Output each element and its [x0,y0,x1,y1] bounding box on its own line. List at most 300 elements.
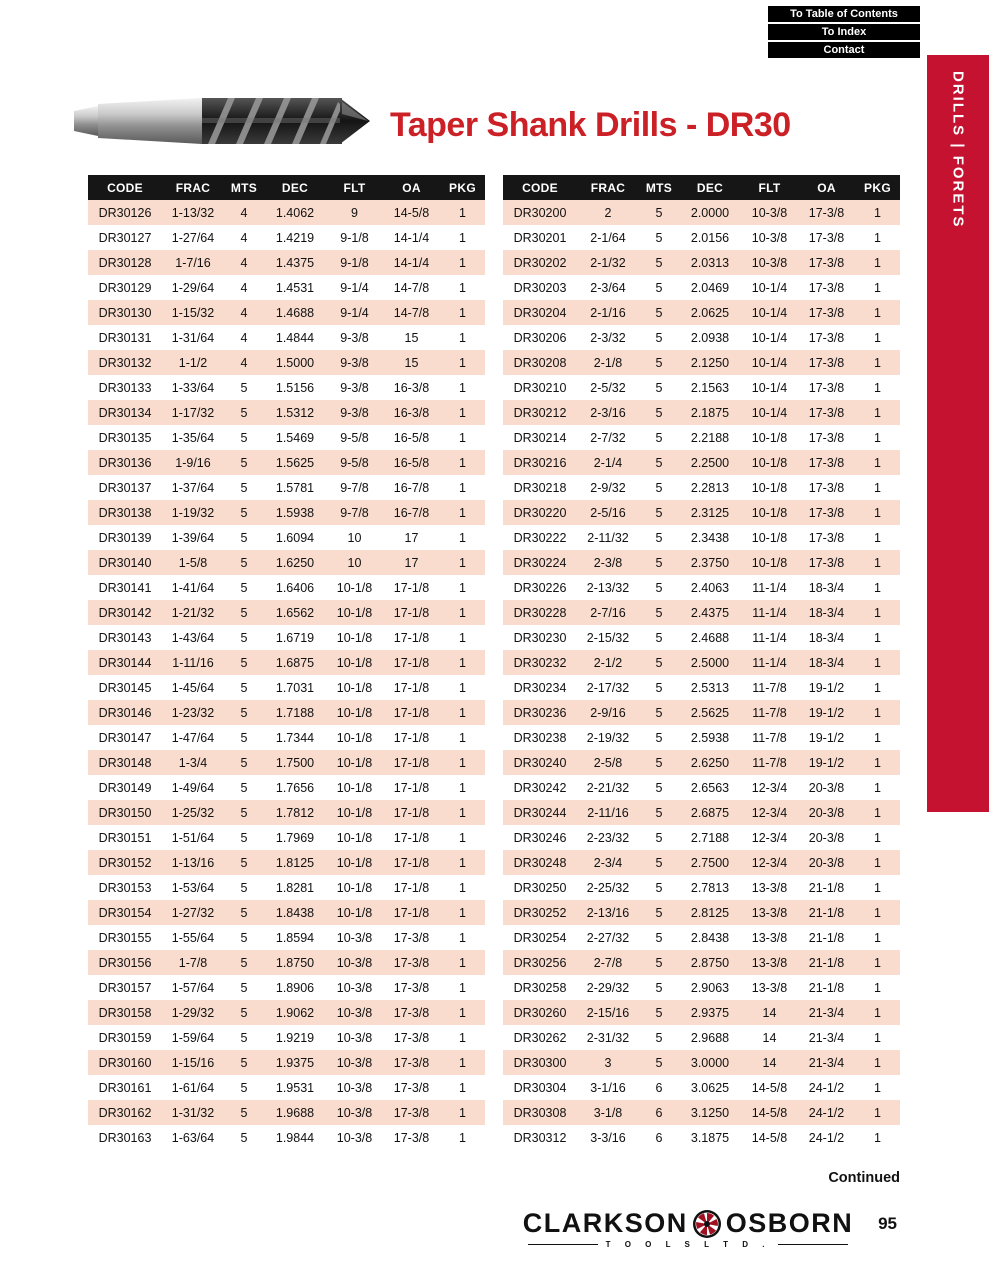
column-header: OA [383,175,440,200]
table-cell: 2-9/16 [577,700,639,725]
table-cell: 17-3/8 [798,475,855,500]
table-cell: 16-5/8 [383,425,440,450]
table-cell: 5 [639,950,679,975]
table-cell: 10-1/8 [326,750,383,775]
table-cell: 1.8906 [264,975,326,1000]
table-cell: 1-21/32 [162,600,224,625]
table-cell: DR30210 [503,375,577,400]
table-row [88,325,485,350]
table-row [503,225,900,250]
table-cell: 1.7344 [264,725,326,750]
table-cell: 2-15/16 [577,1000,639,1025]
table-cell: 1.9375 [264,1050,326,1075]
table-cell: 2.0625 [679,300,741,325]
table-cell: DR30139 [88,525,162,550]
table-cell: DR30204 [503,300,577,325]
table-cell: 1.7812 [264,800,326,825]
table-cell: 1 [855,800,900,825]
table-cell: 17-3/8 [798,425,855,450]
table-cell: 10-1/4 [741,275,798,300]
table-cell: 1 [855,275,900,300]
table-cell: 1 [855,750,900,775]
table-cell: 2-3/8 [577,550,639,575]
table-cell: 1-63/64 [162,1125,224,1150]
table-cell: DR30250 [503,875,577,900]
table-cell: 1-49/64 [162,775,224,800]
table-cell: 1 [440,1050,485,1075]
table-row [88,200,485,225]
table-row [503,400,900,425]
table-cell: 1-29/32 [162,1000,224,1025]
table-cell: 17-3/8 [798,375,855,400]
table-cell: 2-17/32 [577,675,639,700]
table-cell: 5 [639,700,679,725]
table-cell: 1 [855,650,900,675]
table-cell: 1 [440,825,485,850]
table-cell: 4 [224,225,264,250]
table-cell: 1 [855,775,900,800]
table-cell: 1.4219 [264,225,326,250]
table-row [503,650,900,675]
table-cell: DR30254 [503,925,577,950]
table-row [88,275,485,300]
table-cell: 18-3/4 [798,600,855,625]
table-cell: DR30154 [88,900,162,925]
table-cell: 2-11/32 [577,525,639,550]
table-cell: 2 [577,200,639,225]
table-cell: 1-17/32 [162,400,224,425]
column-header: FRAC [577,175,639,200]
table-cell: DR30300 [503,1050,577,1075]
table-cell: 10-3/8 [741,200,798,225]
table-cell: 1 [440,600,485,625]
table-cell: 17-3/8 [383,1125,440,1150]
table-cell: 12-3/4 [741,850,798,875]
table-cell: DR30222 [503,525,577,550]
table-cell: DR30153 [88,875,162,900]
table-cell: 5 [639,750,679,775]
table-cell: 10-1/8 [326,575,383,600]
table-cell: 1 [855,850,900,875]
table-cell: DR30149 [88,775,162,800]
table-row [503,950,900,975]
table-cell: 17-3/8 [383,1075,440,1100]
table-cell: DR30203 [503,275,577,300]
table-cell: 14-5/8 [741,1100,798,1125]
table-cell: 17-3/8 [798,300,855,325]
table-cell: 10-1/4 [741,375,798,400]
table-cell: 2.6875 [679,800,741,825]
table-cell: 2-31/32 [577,1025,639,1050]
table-row [503,200,900,225]
table-cell: 17-3/8 [798,200,855,225]
table-cell: 5 [639,850,679,875]
table-cell: 17 [383,550,440,575]
table-cell: 1 [855,1100,900,1125]
table-cell: 17-1/8 [383,725,440,750]
table-cell: 1 [855,350,900,375]
table-cell: 14-5/8 [741,1075,798,1100]
table-cell: 1 [440,875,485,900]
table-row [503,800,900,825]
table-cell: 5 [639,350,679,375]
table-row [503,350,900,375]
table-cell: 1.5625 [264,450,326,475]
table-cell: DR30248 [503,850,577,875]
table-cell: 5 [639,975,679,1000]
table-cell: 17-1/8 [383,775,440,800]
table-cell: 3-3/16 [577,1125,639,1150]
table-cell: 1-29/64 [162,275,224,300]
table-cell: 5 [224,850,264,875]
table-cell: 5 [639,475,679,500]
table-cell: 1 [440,975,485,1000]
logo-word-osborn: OSBORN [725,1208,854,1238]
column-header: DEC [264,175,326,200]
table-cell: 10-1/8 [741,500,798,525]
table-cell: 17-1/8 [383,875,440,900]
table-cell: DR30226 [503,575,577,600]
table-row [88,900,485,925]
table-cell: 10-3/8 [326,1075,383,1100]
table-cell: 1 [855,700,900,725]
table-cell: 2-1/4 [577,450,639,475]
table-cell: 1 [855,950,900,975]
table-cell: 1 [440,475,485,500]
table-cell: 5 [224,925,264,950]
table-cell: 1-31/32 [162,1100,224,1125]
table-cell: 2.5625 [679,700,741,725]
table-cell: 1 [855,1075,900,1100]
table-cell: 2.3438 [679,525,741,550]
table-cell: 1.7500 [264,750,326,775]
table-row [88,875,485,900]
table-cell: 17-3/8 [798,350,855,375]
table-cell: 6 [639,1075,679,1100]
table-cell: 5 [224,1000,264,1025]
table-cell: 1-51/64 [162,825,224,850]
table-cell: DR30240 [503,750,577,775]
table-cell: 17-1/8 [383,575,440,600]
table-cell: 2.7813 [679,875,741,900]
table-cell: 13-3/8 [741,900,798,925]
to-index-button[interactable]: To Index [768,24,920,40]
table-cell: 5 [639,825,679,850]
table-cell: DR30234 [503,675,577,700]
table-cell: DR30260 [503,1000,577,1025]
table-cell: 10-1/8 [326,775,383,800]
table-cell: 1.6562 [264,600,326,625]
table-cell: 1 [440,425,485,450]
table-cell: 5 [639,375,679,400]
table-cell: DR30214 [503,425,577,450]
table-cell: 1.8594 [264,925,326,950]
table-cell: 1.8125 [264,850,326,875]
table-cell: DR30158 [88,1000,162,1025]
table-cell: 1 [855,325,900,350]
table-row [503,1125,900,1150]
table-cell: 17 [383,525,440,550]
table-cell: 1 [855,725,900,750]
table-row [88,1125,485,1150]
table-row [88,625,485,650]
table-cell: DR30244 [503,800,577,825]
table-cell: 1 [855,625,900,650]
table-cell: 5 [224,525,264,550]
table-cell: 2.2813 [679,475,741,500]
table-row [88,525,485,550]
table-cell: DR30242 [503,775,577,800]
table-cell: 2-21/32 [577,775,639,800]
table-cell: 15 [383,325,440,350]
table-cell: DR30130 [88,300,162,325]
table-cell: 21-1/8 [798,925,855,950]
column-header: CODE [88,175,162,200]
table-cell: 5 [639,400,679,425]
table-cell: 16-7/8 [383,500,440,525]
table-cell: 5 [639,800,679,825]
table-cell: DR30218 [503,475,577,500]
table-row [88,375,485,400]
table-row [88,550,485,575]
table-row [503,825,900,850]
column-header: CODE [503,175,577,200]
table-cell: 1.9062 [264,1000,326,1025]
table-cell: 2-3/64 [577,275,639,300]
table-cell: 2-5/8 [577,750,639,775]
table-cell: 1 [855,225,900,250]
table-cell: 1 [440,850,485,875]
table-header-row [88,175,485,200]
table-cell: 2-1/16 [577,300,639,325]
table-cell: 1-57/64 [162,975,224,1000]
table-cell: 1.4844 [264,325,326,350]
table-row [503,300,900,325]
table-cell: DR30220 [503,500,577,525]
table-cell: 3-1/8 [577,1100,639,1125]
column-header: MTS [224,175,264,200]
table-cell: 11-1/4 [741,600,798,625]
table-cell: 1 [855,900,900,925]
table-cell: 2.0000 [679,200,741,225]
table-cell: 2.3750 [679,550,741,575]
table-row [88,250,485,275]
table-cell: DR30230 [503,625,577,650]
table-cell: 9-7/8 [326,500,383,525]
table-cell: 9-5/8 [326,450,383,475]
table-cell: 1 [855,200,900,225]
table-cell: 10-3/8 [326,1000,383,1025]
table-cell: 2.0469 [679,275,741,300]
table-cell: 1-15/16 [162,1050,224,1075]
table-cell: 5 [639,300,679,325]
column-header: FLT [741,175,798,200]
table-cell: DR30252 [503,900,577,925]
logo-rule-right [778,1244,848,1245]
table-cell: DR30126 [88,200,162,225]
table-row [503,1000,900,1025]
table-cell: 10-1/8 [326,600,383,625]
table-cell: 21-1/8 [798,900,855,925]
table-cell: 3.1250 [679,1100,741,1125]
table-cell: DR30236 [503,700,577,725]
table-cell: 2-1/32 [577,250,639,275]
table-cell: 1 [855,675,900,700]
table-cell: 1.5781 [264,475,326,500]
table-cell: 1 [855,425,900,450]
to-table-of-contents-button[interactable]: To Table of Contents [768,6,920,22]
table-cell: 2.6563 [679,775,741,800]
table-cell: 1 [855,475,900,500]
table-cell: 9-3/8 [326,325,383,350]
table-cell: 11-1/4 [741,575,798,600]
table-cell: 16-5/8 [383,450,440,475]
table-cell: 5 [224,375,264,400]
table-cell: 5 [224,575,264,600]
table-row [503,325,900,350]
table-cell: 17-3/8 [798,500,855,525]
table-row [88,975,485,1000]
table-cell: 1 [440,350,485,375]
table-cell: 2.5313 [679,675,741,700]
table-cell: 17-3/8 [383,1000,440,1025]
table-cell: DR30138 [88,500,162,525]
table-cell: 14-5/8 [741,1125,798,1150]
table-cell: 17-1/8 [383,800,440,825]
table-cell: DR30160 [88,1050,162,1075]
table-cell: 1 [855,1125,900,1150]
company-logo [522,1208,854,1249]
table-cell: 5 [639,425,679,450]
table-row [503,550,900,575]
table-cell: 5 [224,800,264,825]
table-cell: 11-7/8 [741,700,798,725]
table-cell: 2-13/32 [577,575,639,600]
table-cell: 2-11/16 [577,800,639,825]
table-cell: 17-1/8 [383,850,440,875]
table-row [503,875,900,900]
table-row [88,700,485,725]
table-cell: DR30133 [88,375,162,400]
table-cell: 1 [440,1000,485,1025]
table-row [88,475,485,500]
table-cell: DR30147 [88,725,162,750]
table-cell: 5 [224,625,264,650]
table-cell: 17-1/8 [383,675,440,700]
table-cell: 10-1/4 [741,325,798,350]
table-cell: 2-3/4 [577,850,639,875]
table-cell: 5 [639,450,679,475]
section-tab-label: DRILLS | FORETS [949,71,967,229]
table-cell: 2.1875 [679,400,741,425]
table-row [88,400,485,425]
table-cell: 1-27/64 [162,225,224,250]
table-cell: 10-3/8 [741,225,798,250]
table-cell: 1.6875 [264,650,326,675]
table-cell: 2-9/32 [577,475,639,500]
table-cell: 1 [440,1025,485,1050]
table-cell: 17-3/8 [798,275,855,300]
table-cell: 1.4375 [264,250,326,275]
table-row [503,975,900,1000]
table-cell: 5 [224,550,264,575]
table-cell: 2-19/32 [577,725,639,750]
table-cell: 17-1/8 [383,625,440,650]
table-cell: 1 [440,575,485,600]
table-cell: 11-7/8 [741,750,798,775]
table-cell: 21-1/8 [798,875,855,900]
table-cell: 14 [741,1025,798,1050]
table-cell: 14-7/8 [383,300,440,325]
table-row [503,1100,900,1125]
top-nav [768,6,920,58]
table-row [503,1075,900,1100]
table-cell: 1.5469 [264,425,326,450]
table-cell: 1 [855,400,900,425]
table-cell: 2.8438 [679,925,741,950]
table-cell: DR30159 [88,1025,162,1050]
table-row [88,825,485,850]
table-row [503,475,900,500]
contact-button[interactable]: Contact [768,42,920,58]
page-title: Taper Shank Drills - DR30 [390,106,791,144]
table-cell: DR30200 [503,200,577,225]
table-cell: 1.4062 [264,200,326,225]
table-cell: 5 [224,400,264,425]
table-cell: 16-3/8 [383,375,440,400]
table-cell: 16-7/8 [383,475,440,500]
table-cell: 5 [224,600,264,625]
table-cell: 1 [440,375,485,400]
table-cell: 6 [639,1125,679,1150]
table-row [503,700,900,725]
table-cell: 2.4375 [679,600,741,625]
table-cell: 2.2188 [679,425,741,450]
table-cell: DR30208 [503,350,577,375]
table-row [88,725,485,750]
table-cell: 5 [639,550,679,575]
table-cell: DR30246 [503,825,577,850]
table-cell: 5 [639,575,679,600]
table-cell: 11-1/4 [741,625,798,650]
table-cell: 2.0313 [679,250,741,275]
table-cell: DR30216 [503,450,577,475]
table-cell: DR30155 [88,925,162,950]
table-cell: DR30141 [88,575,162,600]
table-cell: 2.7188 [679,825,741,850]
table-cell: 2-15/32 [577,625,639,650]
table-cell: 2.6250 [679,750,741,775]
table-cell: DR30238 [503,725,577,750]
table-cell: 2.9375 [679,1000,741,1025]
column-header: PKG [440,175,485,200]
table-cell: 1.8281 [264,875,326,900]
table-cell: 5 [224,875,264,900]
table-cell: 2.0938 [679,325,741,350]
table-cell: 1.5312 [264,400,326,425]
table-row [88,1000,485,1025]
table-cell: 13-3/8 [741,875,798,900]
table-cell: 13-3/8 [741,975,798,1000]
table-cell: DR30150 [88,800,162,825]
table-cell: 10-1/8 [326,625,383,650]
table-cell: 1 [440,725,485,750]
table-cell: 10-1/4 [741,300,798,325]
table-cell: 18-3/4 [798,650,855,675]
table-cell: 5 [224,1125,264,1150]
table-cell: 5 [224,975,264,1000]
table-cell: 4 [224,300,264,325]
